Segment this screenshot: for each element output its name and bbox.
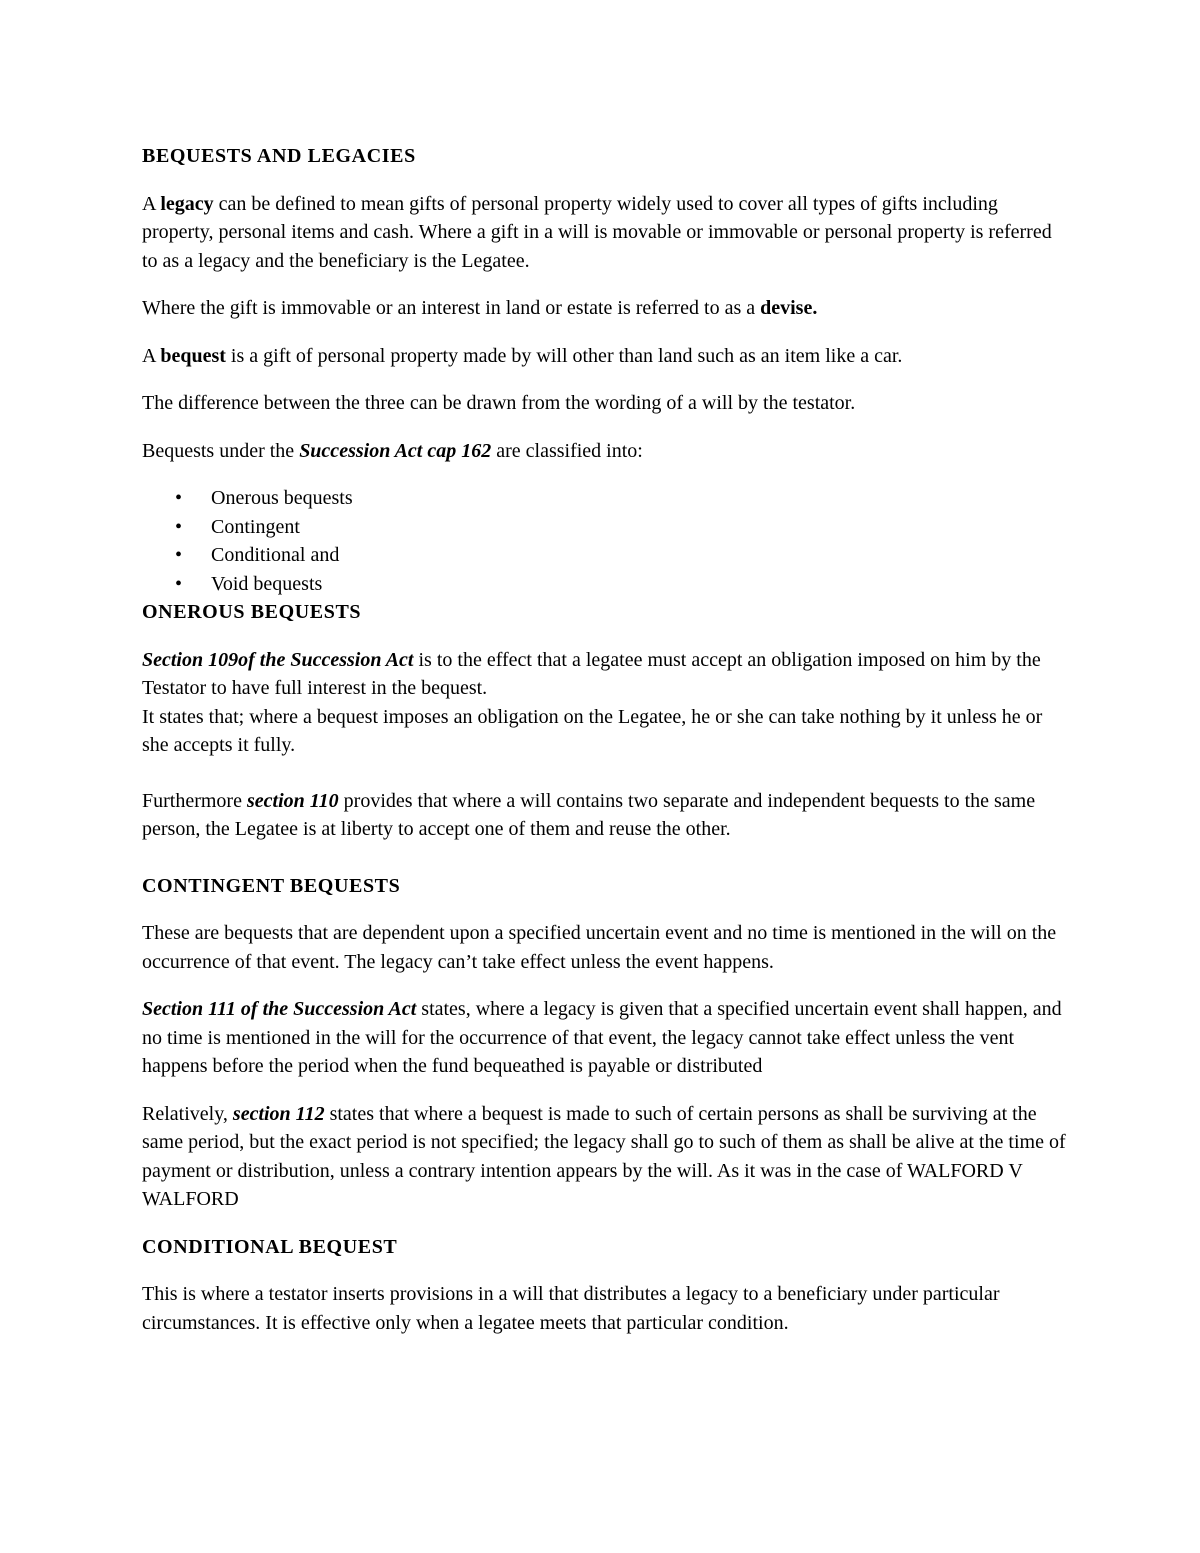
- bullet-icon: •: [175, 572, 183, 595]
- devise-pre: Where the gift is immovable or an interest in land or estate is referred to as a: [142, 297, 761, 319]
- onerous-paragraph-1: [142, 646, 1067, 703]
- devise-term: devise.: [760, 297, 818, 319]
- conditional-paragraph-1: This is where a testator inserts provisions in a will that distributes a legacy to a beneficiary under particular circumstances. It is effective only when a legatee meets that particular condition.: [142, 1283, 1000, 1334]
- contingent-paragraph-2: [142, 995, 1067, 1081]
- contingent-paragraph-1: These are bequests that are dependent upon a specified uncertain event and no time is mentioned in the will on the occurrence of that event. The legacy can’t take effect unless the event happens.: [142, 922, 1057, 973]
- list-item: [142, 484, 1067, 513]
- conditional-heading: CONDITIONAL BEQUEST: [142, 1235, 398, 1258]
- difference-paragraph: The difference between the three can be drawn from the wording of a will by the testator.: [142, 392, 856, 414]
- bullet-icon: •: [175, 515, 183, 538]
- contingent-p3-pre: Relatively,: [142, 1102, 233, 1125]
- onerous-p3-pre: Furthermore: [142, 789, 247, 812]
- bequest-classes-list: [142, 484, 1067, 598]
- list-item-label: Onerous bequests: [211, 487, 353, 509]
- classified-post: are classified into:: [491, 439, 643, 462]
- bullet-icon: •: [175, 544, 183, 566]
- list-item: [142, 570, 1067, 599]
- onerous-p3-text: provides that where a will contains two separate and independent bequests to the same person, the Legatee is at liberty to accept one of them and reuse the other.: [142, 789, 1036, 840]
- act-citation: Succession Act cap 162: [299, 439, 492, 462]
- list-item: [142, 541, 1067, 570]
- onerous-paragraph-3: [142, 787, 1067, 844]
- legacy-term: legacy: [160, 192, 214, 215]
- list-item-label: Void bequests: [211, 572, 323, 595]
- bequest-paragraph: [142, 342, 1067, 371]
- classified-paragraph: [142, 437, 1067, 466]
- section-110-citation: section 110: [246, 789, 339, 812]
- legacy-pre: A: [142, 192, 161, 215]
- document-page: [142, 142, 1067, 1337]
- bequest-term: bequest: [160, 344, 226, 367]
- legacy-post: can be defined to mean gifts of personal property widely used to cover all types of gifts including property, personal items and cash. Where a gift in a will is movable or immovable or personal property is referred to as a legacy and the beneficiary is the Legatee.: [142, 192, 1052, 272]
- onerous-paragraph-2: It states that; where a bequest imposes an obligation on the Legatee, he or she can take nothing by it unless he or she accepts it fully.: [142, 705, 1043, 756]
- list-item: [142, 513, 1067, 542]
- classified-pre: Bequests under the: [142, 439, 300, 462]
- devise-paragraph: [142, 294, 1067, 323]
- section-109-citation: Section 109of the Succession Act: [142, 648, 414, 671]
- contingent-p2-text: states, where a legacy is given that a specified uncertain event shall happen, and no time is mentioned in the will for the occurrence of that event, the legacy cannot take effect unless the vent happens before the period when the fund bequeathed is payable or distributed: [142, 998, 1062, 1077]
- bequest-post: is a gift of personal property made by will other than land such as an item like a car.: [225, 344, 903, 367]
- list-item-label: Conditional and: [211, 544, 340, 566]
- section-111-citation: Section 111 of the Succession Act: [142, 998, 417, 1020]
- bequest-pre: A: [142, 344, 161, 367]
- onerous-heading: ONEROUS BEQUESTS: [142, 601, 362, 623]
- onerous-p1-text: is to the effect that a legatee must accept an obligation imposed on him by the Testator to have full interest in the bequest.: [142, 648, 1041, 699]
- contingent-paragraph-3: [142, 1100, 1067, 1214]
- contingent-p3-text: states that where a bequest is made to such of certain persons as shall be surviving at the same period, but the exact period is not specified; the legacy shall go to such of them as shall be alive at the time of payment or distribution, unless a contrary intention appears by the will. As it was in the case of WALFORD V WALFORD: [142, 1102, 1066, 1210]
- legacy-paragraph: [142, 190, 1067, 276]
- list-item-label: Contingent: [211, 515, 300, 538]
- document-title: BEQUESTS AND LEGACIES: [142, 145, 416, 167]
- bullet-icon: •: [175, 487, 183, 509]
- section-112-citation: section 112: [232, 1102, 325, 1125]
- contingent-heading: CONTINGENT BEQUESTS: [142, 874, 401, 897]
